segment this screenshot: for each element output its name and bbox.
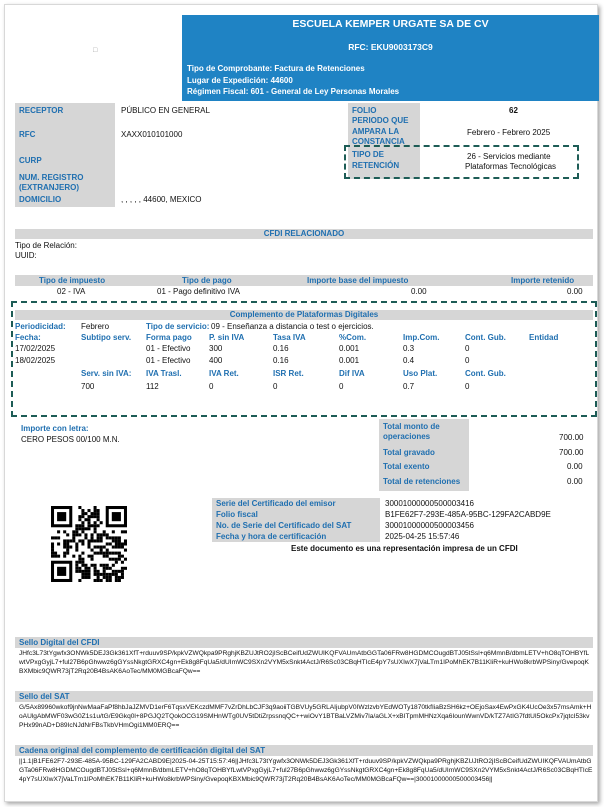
col-importe-base: Importe base del impuesto: [307, 276, 409, 285]
pd-row-2-tasa: 0.16: [273, 356, 289, 365]
company-name: ESCUELA KEMPER URGATE SA DE CV: [292, 18, 489, 30]
pd-totv-cont-gub: 0: [465, 382, 470, 391]
pd-totv-iva-trasl: 112: [146, 382, 159, 391]
col-importe-retenido: Importe retenido: [511, 276, 575, 285]
fecha-certificacion-value: 2025-04-25 15:57:46: [385, 532, 460, 541]
pd-row-1-forma: 01 - Efectivo: [146, 344, 191, 353]
tipo-servicio-label: Tipo de servicio:: [146, 322, 210, 331]
col-tipo-pago: Tipo de pago: [182, 276, 232, 285]
tipo-servicio-value: 09 - Enseñanza a distancia o test o ejercicios.: [211, 322, 374, 331]
pd-row-1-tasa: 0.16: [273, 344, 289, 353]
impuesto-retenido: 0.00: [567, 287, 583, 296]
cfdi-relacionado-title: CFDI RELACIONADO: [15, 229, 593, 239]
pd-row-1-precio: 300: [209, 344, 223, 353]
col-tipo-impuesto: Tipo de impuesto: [39, 276, 106, 285]
tipo-comprobante: Tipo de Comprobante: Factura de Retenciones: [187, 64, 365, 73]
pd-row-1-impcom: 0.3: [403, 344, 415, 353]
periodo-label-2: AMPARA LA: [352, 127, 400, 136]
serie-emisor-label: Serie del Certificado del emisor: [216, 499, 336, 508]
tipo-retencion-label-2: RETENCIÓN: [352, 161, 400, 170]
folio-value: 62: [509, 106, 518, 115]
pd-col-forma-pago: Forma pago: [146, 333, 192, 342]
rfc-label: RFC: [19, 130, 36, 139]
numreg-label-1: NUM. REGISTRO: [19, 173, 84, 182]
periodicidad-value: Febrero: [81, 322, 110, 331]
domicilio-label: DOMICILIO: [19, 195, 62, 204]
impuesto-base: 0.00: [411, 287, 427, 296]
pd-tot-cont-gub: Cont. Gub.: [465, 369, 506, 378]
rfc-value: XAXX010101000: [121, 130, 183, 139]
curp-label: CURP: [19, 156, 42, 165]
representacion-impresa: Este documento es una representación impresa de un CFDI: [291, 544, 518, 553]
fecha-certificacion-label: Fecha y hora de certificación: [216, 532, 327, 541]
total-gravado-value: 700.00: [559, 448, 584, 457]
periodo-label-1: PERIODO QUE: [352, 116, 409, 125]
header-band: [182, 15, 599, 101]
pd-row-2-contgub: 0: [465, 356, 470, 365]
pd-col-com: %Com.: [339, 333, 367, 342]
pd-tot-iva-ret: IVA Ret.: [209, 369, 239, 378]
pd-tot-uso-plat: Uso Plat.: [403, 369, 438, 378]
pd-tot-serv: Serv. sin IVA:: [81, 369, 132, 378]
total-exento-label: Total exento: [383, 462, 430, 471]
domicilio-value: , , , , , 44600, MEXICO: [121, 195, 202, 204]
pd-col-fecha: Fecha:: [15, 333, 41, 342]
total-operaciones-value: 700.00: [559, 433, 584, 442]
cadena-original-title: Cadena original del complemento de certificación digital del SAT: [15, 745, 593, 756]
pd-row-1-fecha: 17/02/2025: [15, 344, 56, 353]
total-gravado-label: Total gravado: [383, 448, 435, 457]
importe-letra-label: Importe con letra:: [21, 424, 89, 433]
tipo-retencion-label-1: TIPO DE: [352, 150, 385, 159]
sello-sat-text: G/5Ax89960wkof9jnNwMaaFaPf8hbJaJZMVD1erF6TqsxVEKczdMMF7vZrDhLbCJF3q9aoiiTGBVUy5GRLAIjubpV0IWzlzvbYEdWOTy1870tkfIiaBzSH6kz+OEjoSax4EwPxGK4UcOe3x57msAmk+HoAUlgAbMWF03wG0Z1s1u/tG/E9Gkq0l+8PGJQ2TQokOCG19SMHnWTg0UV5tDtiZrpssnqQC++wiOvY1BTBaLVZMiv7la/aGLX+xBITpmMHNzXqa6IounWwnVD/kTZ7AtIG7fdtUI5OkcPx7jqtcI53kvPHx99nAD+D89IcNJdNrFBsTkbVHmOgi1MM0ERQ==: [19, 704, 592, 729]
sello-cfdi-text: JHfc3L73tYgwfx3ONWk5DEJ3Gk361XfT+rduuv9SP/kpkVZWQkpa9PRghjKBZUJtRO2jIScBCeifUdZWUIKQFVAUmAtbGGTa06FRw8HGDMCOugdBTJ05tSsl+q6MmnB/dbmLETV+hO8qTOHBYfLwtVPxgGyjL7+ful27B6pGhwwz6gGYssNkgtGRXC4gn+Ek8g8FqUa5/dUImWC9SXn2VYM5xSnkt4ActJ/R6Sc03CBqHTIcE4pY7sUXIwX7jVaLTm1IPoMhEK7B11KliR+kuHWo8krbWPSiny/GvepoqKBXMbic9QWR73jT2Rq20B4BsAK6AoTec/MM0MGBcaFQw==: [19, 650, 590, 675]
total-retenciones-label: Total de retenciones: [383, 477, 461, 486]
numreg-label-2: (EXTRANJERO): [19, 183, 80, 192]
pd-row-1-contgub: 0: [465, 344, 470, 353]
folio-label: FOLIO: [352, 106, 377, 115]
qr-code-icon: [51, 506, 127, 582]
pd-row-2-impcom: 0.4: [403, 356, 415, 365]
sello-sat-title: Sello del SAT: [15, 691, 593, 702]
serie-emisor-value: 30001000000500003416: [385, 499, 474, 508]
pd-totv-isr-ret: 0: [273, 382, 278, 391]
pd-col-impcom: Imp.Com.: [403, 333, 440, 342]
pd-tot-iva-trasl: IVA Trasl.: [146, 369, 182, 378]
importe-letra-value: CERO PESOS 00/100 M.N.: [21, 435, 120, 444]
total-retenciones-value: 0.00: [567, 477, 583, 486]
folio-fiscal-value: B1FE62F7-293E-485A-95BC-129FA2CABD9E: [385, 510, 551, 519]
receptor-label: RECEPTOR: [19, 106, 64, 115]
tipo-retencion-value-2: Plataformas Tecnológicas: [465, 162, 557, 171]
pd-col-contgub: Cont. Gub.: [465, 333, 506, 342]
uuid: UUID:: [15, 251, 37, 260]
pd-totv-dif-iva: 0: [339, 382, 344, 391]
pd-tot-dif-iva: Dif IVA: [339, 369, 365, 378]
pd-totv-serv: 700: [81, 382, 95, 391]
pd-col-entidad: Entidad: [529, 333, 559, 342]
pd-col-subtipo: Subtipo serv.: [81, 333, 132, 342]
periodicidad-label: Periodicidad:: [15, 322, 66, 331]
total-operaciones-label-2: operaciones: [383, 432, 431, 441]
cadena-original-text: ||1.1|B1FE62F7-293E-485A-95BC-129FA2CABD9E|2025-04-25T15:57:46||JHfc3L73tYgwfx3ONWk5DEJ3Gk361XfT+rduuv9SP/kpkVZWQkpa9PRghjKBZUJtRO2jIScBCeifUdZWUIKQFVAUmAtbGGTa06FRw8HGDMCOugdBTJ05tSsl+q6MmnB/dbmLETV+hO8qTOHBYfLwtVPxgGyjL7+ful27B6pGhwwz6gGYssNkgtGRXC4gn+Ek8g8FqUa5/dUImWC9SXn2VYM5xSnkt4ActJ/R6Sc03CBqHTIcE4pY7sUXIwX7jVaLTm1IPoMhEK7B11KliR+kuHWo8krbWPSiny/GvepoqKBXMbic9QWR73jT2Rq20B4BsAK6AoTec/MM0MGBcaFQw==|30001000000500003456||: [19, 758, 593, 783]
total-exento-value: 0.00: [567, 462, 583, 471]
tipo-relacion: Tipo de Relación:: [15, 241, 77, 250]
pd-row-2-fecha: 18/02/2025: [15, 356, 56, 365]
sello-cfdi-title: Sello Digital del CFDI: [15, 637, 593, 648]
regimen-fiscal: Régimen Fiscal: 601 - General de Ley Personas Morales: [187, 87, 400, 96]
pd-row-2-precio: 400: [209, 356, 223, 365]
pd-totv-uso-plat: 0.7: [403, 382, 415, 391]
pd-row-1-com: 0.001: [339, 344, 360, 353]
serie-sat-label: No. de Serie del Certificado del SAT: [216, 521, 352, 530]
pd-col-precio: P. sin IVA: [209, 333, 245, 342]
total-operaciones-label-1: Total monto de: [383, 422, 440, 431]
tipo-retencion-value-1: 26 - Servicios mediante: [467, 152, 551, 161]
pd-row-2-com: 0.001: [339, 356, 360, 365]
pd-totv-iva-ret: 0: [209, 382, 214, 391]
impuesto-tipo: 02 - IVA: [57, 287, 86, 296]
pd-col-tasa: Tasa IVA: [273, 333, 306, 342]
pd-row-2-forma: 01 - Efectivo: [146, 356, 191, 365]
lugar-expedicion: Lugar de Expedición: 44600: [187, 76, 293, 85]
impuesto-pago: 01 - Pago definitivo IVA: [157, 287, 241, 296]
company-rfc: RFC: EKU9003173C9: [348, 42, 433, 52]
plataformas-title: Complemento de Plataformas Digitales: [15, 310, 593, 320]
folio-fiscal-label: Folio fiscal: [216, 510, 258, 519]
invoice-page: [4, 4, 598, 802]
periodo-value: Febrero - Febrero 2025: [467, 128, 551, 137]
periodo-label-3: CONSTANCIA: [352, 137, 405, 146]
serie-sat-value: 30001000000500003456: [385, 521, 474, 530]
receptor-value: PÚBLICO EN GENERAL: [121, 106, 210, 115]
logo-mark: □: [93, 47, 98, 54]
pd-tot-isr-ret: ISR Ret.: [273, 369, 304, 378]
